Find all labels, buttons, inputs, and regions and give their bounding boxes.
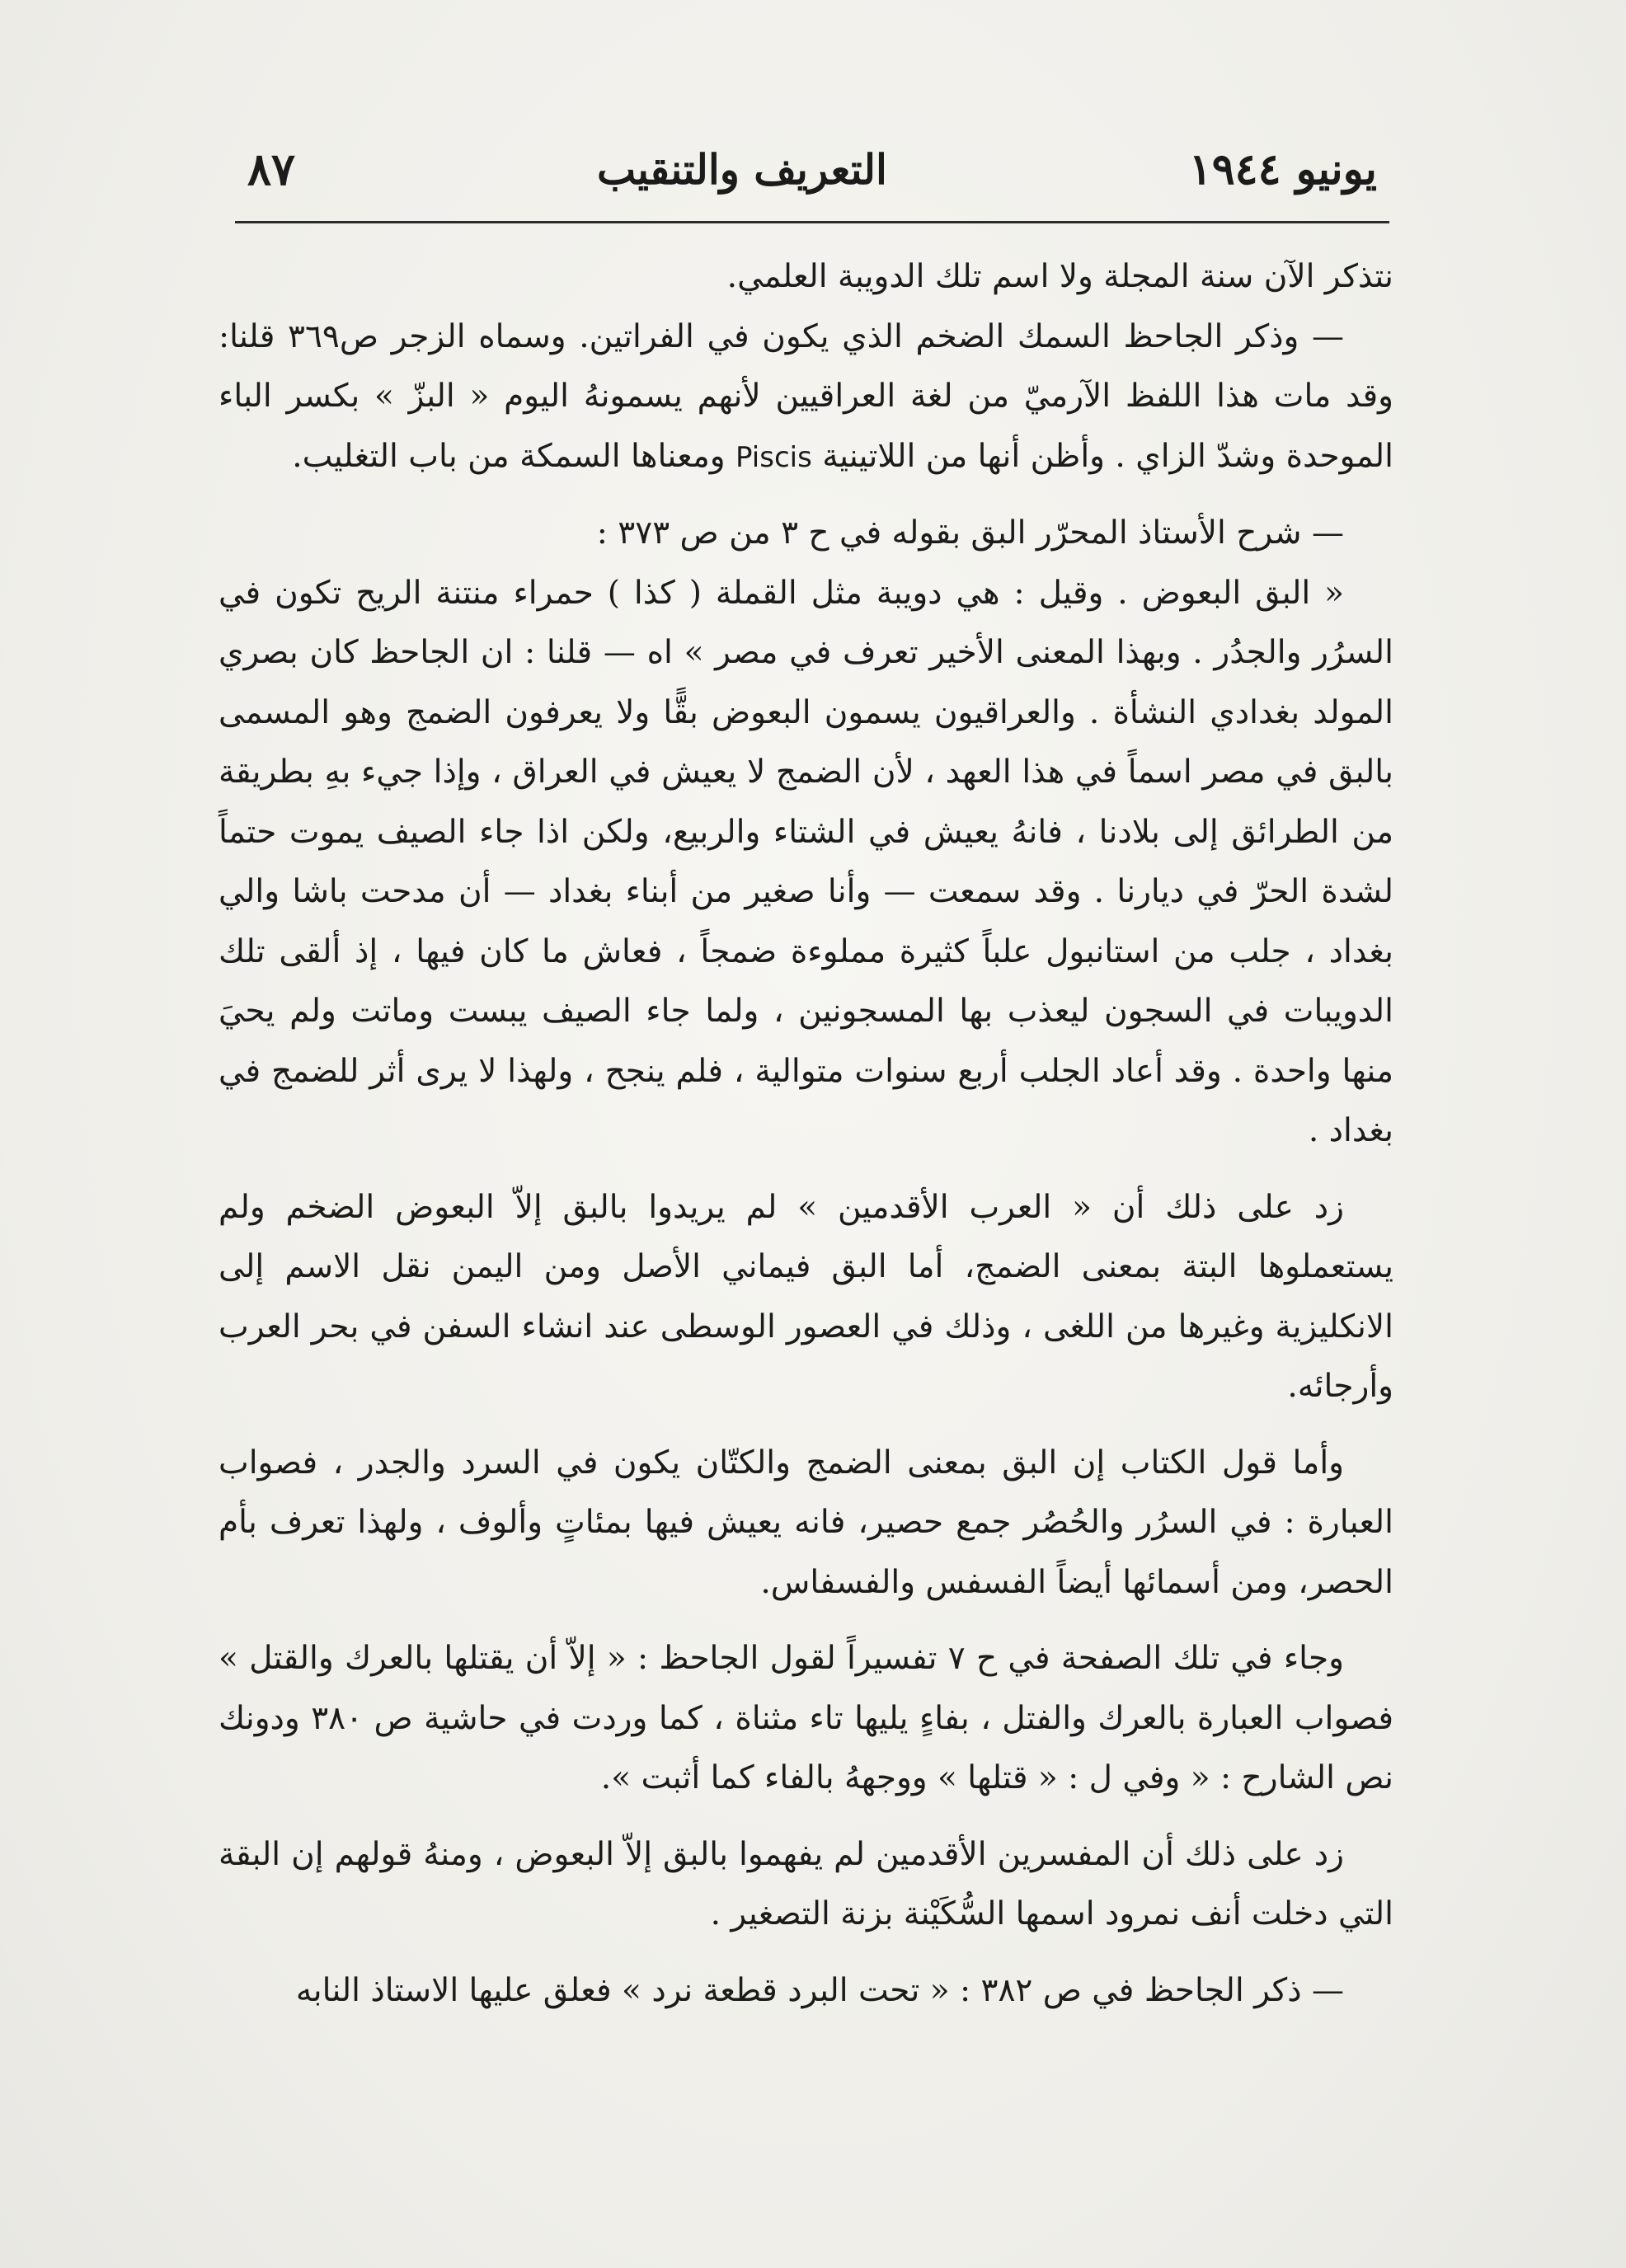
page-number: ٨٧ xyxy=(247,143,296,195)
paragraph: وجاء في تلك الصفحة في ح ٧ تفسيراً لقول الجاحظ : « إلاّ أن يقتلها بالعرك والقتل » فصواب العبارة بالعرك والفتل ، بفاءٍ يليها تاء مثناة ، كما وردت في حاشية ص ٣٨٠ ودونك نص الشارح : « وفي ل : « قتلها » ووجههُ بالفاء كما أثبت ». xyxy=(219,1640,1393,1796)
paragraph: نتذكر الآن سنة المجلة ولا اسم تلك الدويبة العلمي. xyxy=(726,258,1393,295)
latin-word: Piscis xyxy=(735,440,812,474)
article-body xyxy=(219,247,1393,2021)
section-title: التعريف والتنقيب xyxy=(596,144,887,194)
paragraph: وأما قول الكتاب إن البق بمعنى الضمج والكتّان يكون في السرد والجدر ، فصواب العبارة : في السرُر والحُصُر جمع حصير، فانه يعيش فيها بمئاتٍ وألوف ، ولهذا تعرف بأم الحصر، ومن أسمائها أيضاً الفسفس والفسفاس. xyxy=(219,1444,1393,1601)
issue-date: يونيو ١٩٤٤ xyxy=(1188,143,1377,195)
quoted-paragraph: « البق البعوض . وقيل : هي دويبة مثل القملة ( كذا ) حمراء منتنة الريح تكون في السرُر والجدُر . وبهذا المعنى الأخير تعرف في مصر » اه — قلنا : ان الجاحظ كان بصري المولد بغدادي النشأة . والعراقيون يسمون البعوض بقًّا ولا يعرفون الضمج وهو المسمى بالبق في مصر اسماً في هذا العهد ، لأن الضمج لا يعيش في العراق ، وإذا جيء بهِ بطريقة من الطرائق إلى بلادنا ، فانهُ يعيش في الشتاء والربيع، ولكن اذا جاء الصيف يموت حتماً لشدة الحرّ في ديارنا . وقد سمعت — وأنا صغير من أبناء بغداد — أن مدحت باشا والي بغداد ، جلب من استانبول علباً كثيرة مملوءة ضمجاً ، فعاش ما كان فيها ، إذ ألقى تلك الدويبات في السجون ليعذب بها المسجونين ، ولما جاء الصيف يبست وماتت ولم يحيَ منها واحدة . وقد أعاد الجلب أربع سنوات متوالية ، فلم ينجح ، ولهذا لا يرى أثر للضمج في بغداد . xyxy=(219,574,1393,1149)
paragraph: — شرح الأستاذ المحرّر البق بقوله في ح ٣ من ص ٣٧٣ : xyxy=(596,514,1344,552)
paragraph xyxy=(219,308,1393,488)
page-header xyxy=(247,136,1377,202)
paragraph-text: — وذكر الجاحظ السمك الضخم الذي يكون في الفراتين. وسماه الزجر ص٣٦٩ قلنا: وقد مات هذا اللفظ الآرميّ من لغة العراقيين لأنهم يسمونهُ اليوم « البزّ » بكسر الباء الموحدة وشدّ الزاي . وأظن أنها من اللاتينية xyxy=(219,317,1393,475)
paragraph: زد على ذلك أن « العرب الأقدمين » لم يريدوا بالبق إلاّ البعوض الضخم ولم يستعملوها البتة بمعنى الضمج، أما البق فيماني الأصل ومن اليمن نقل الاسم إلى الانكليزية وغيرها من اللغى ، وذلك في العصور الوسطى عند انشاء السفن في بحر العرب وأرجائه. xyxy=(219,1188,1393,1405)
paragraph: زد على ذلك أن المفسرين الأقدمين لم يفهموا بالبق إلاّ البعوض ، ومنهُ قولهم إن البقة التي دخلت أنف نمرود اسمها السُّكَيْنة بزنة التصغير . xyxy=(219,1835,1393,1932)
paragraph-text: ومعناها السمكة من باب التغليب. xyxy=(292,437,736,475)
header-rule xyxy=(235,221,1389,223)
paragraph: — ذكر الجاحظ في ص ٣٨٢ : « تحت البرد قطعة نرد » فعلق عليها الاستاذ النابه xyxy=(295,1971,1344,2009)
